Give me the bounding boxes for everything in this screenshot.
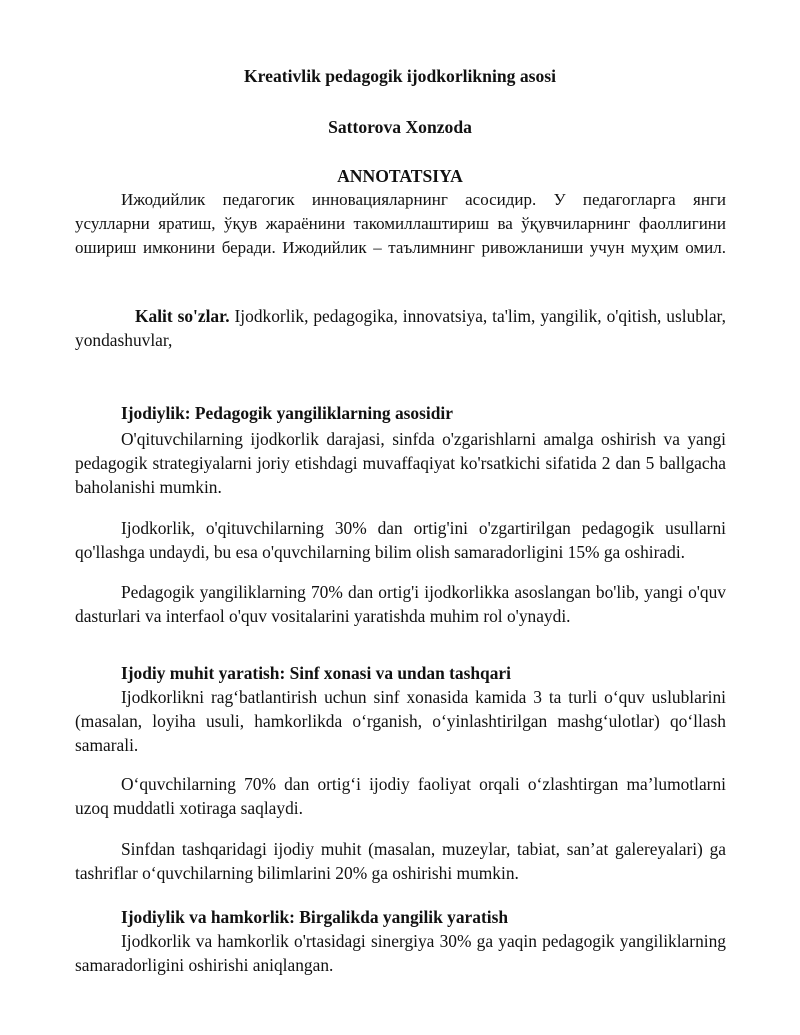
annotation-heading: ANNOTATSIYA — [337, 166, 463, 186]
keywords-label: Kalit so'zlar. — [135, 306, 230, 326]
section-paragraph: Sinfdan tashqaridagi ijodiy muhit (masalan, muzeylar, tabiat, san’at galereyalari) ga tashriflar o‘quvchilarning bilimlarini 20% ga oshirishi mumkin. — [75, 839, 726, 883]
document-title: Kreativlik pedagogik ijodkorlikning asosi — [243, 66, 557, 86]
annotation-paragraph: Ижодийлик педагогик инновацияларнинг асосидир. У педагогларга янги усулларни яратиш, ўқув жараёнини такомиллаштириш ва ўқувчиларнинг фаоллигини ошириш имконини беради. Ижодийлик – таълимнинг ривожланиши учун муҳим омил. — [75, 190, 726, 257]
keywords-text: Ijodkorlik, pedagogika, innovatsiya, ta'lim, yangilik, o'qitish, uslublar, yondashuvlar, — [75, 306, 726, 350]
section-heading: Ijodiylik: Pedagogik yangiliklarning asosidir — [121, 403, 453, 423]
section-heading: Ijodiy muhit yaratish: Sinf xonasi va undan tashqari — [121, 663, 511, 683]
section-paragraph: Ijodkorlik, o'qituvchilarning 30% dan ortig'ini o'zgartirilgan pedagogik usullarni qo'llashga undaydi, bu esa o'quvchilarning bilim olish samaradorligini 15% ga oshiradi. — [75, 518, 726, 562]
section-paragraph: Pedagogik yangiliklarning 70% dan ortig'i ijodkorlikka asoslangan bo'lib, yangi o'quv dasturlari va interfaol o'quv vositalarini yaratishda muhim rol o'ynaydi. — [75, 582, 726, 626]
section-paragraph: Ijodkorlikni rag‘batlantirish uchun sinf xonasida kamida 3 ta turli o‘quv uslublarini (masalan, loyiha usuli, hamkorlikda o‘rganish, o‘yinlashtirilgan mashg‘ulotlar) qo‘llash samarali. — [75, 687, 726, 755]
section-paragraph: O'qituvchilarning ijodkorlik darajasi, sinfda o'zgarishlarni amalga oshirish va yangi pedagogik strategiyalarni joriy etishdagi muvaffaqiyat ko'rsatkichi sifatida 2 dan 5 ballgacha baholanishi mumkin. — [75, 429, 726, 497]
keywords-paragraph — [75, 304, 726, 352]
section-paragraph: O‘quvchilarning 70% dan ortig‘i ijodiy faoliyat orqali o‘zlashtirgan ma’lumotlarni uzoq muddatli xotiraga saqlaydi. — [75, 774, 726, 818]
section-paragraph: Ijodkorlik va hamkorlik o'rtasidagi sinergiya 30% ga yaqin pedagogik yangiliklarning samaradorligini oshirishi aniqlangan. — [75, 931, 726, 975]
author-name: Sattorova Xonzoda — [328, 117, 472, 137]
section-heading: Ijodiylik va hamkorlik: Birgalikda yangilik yaratish — [121, 907, 509, 927]
